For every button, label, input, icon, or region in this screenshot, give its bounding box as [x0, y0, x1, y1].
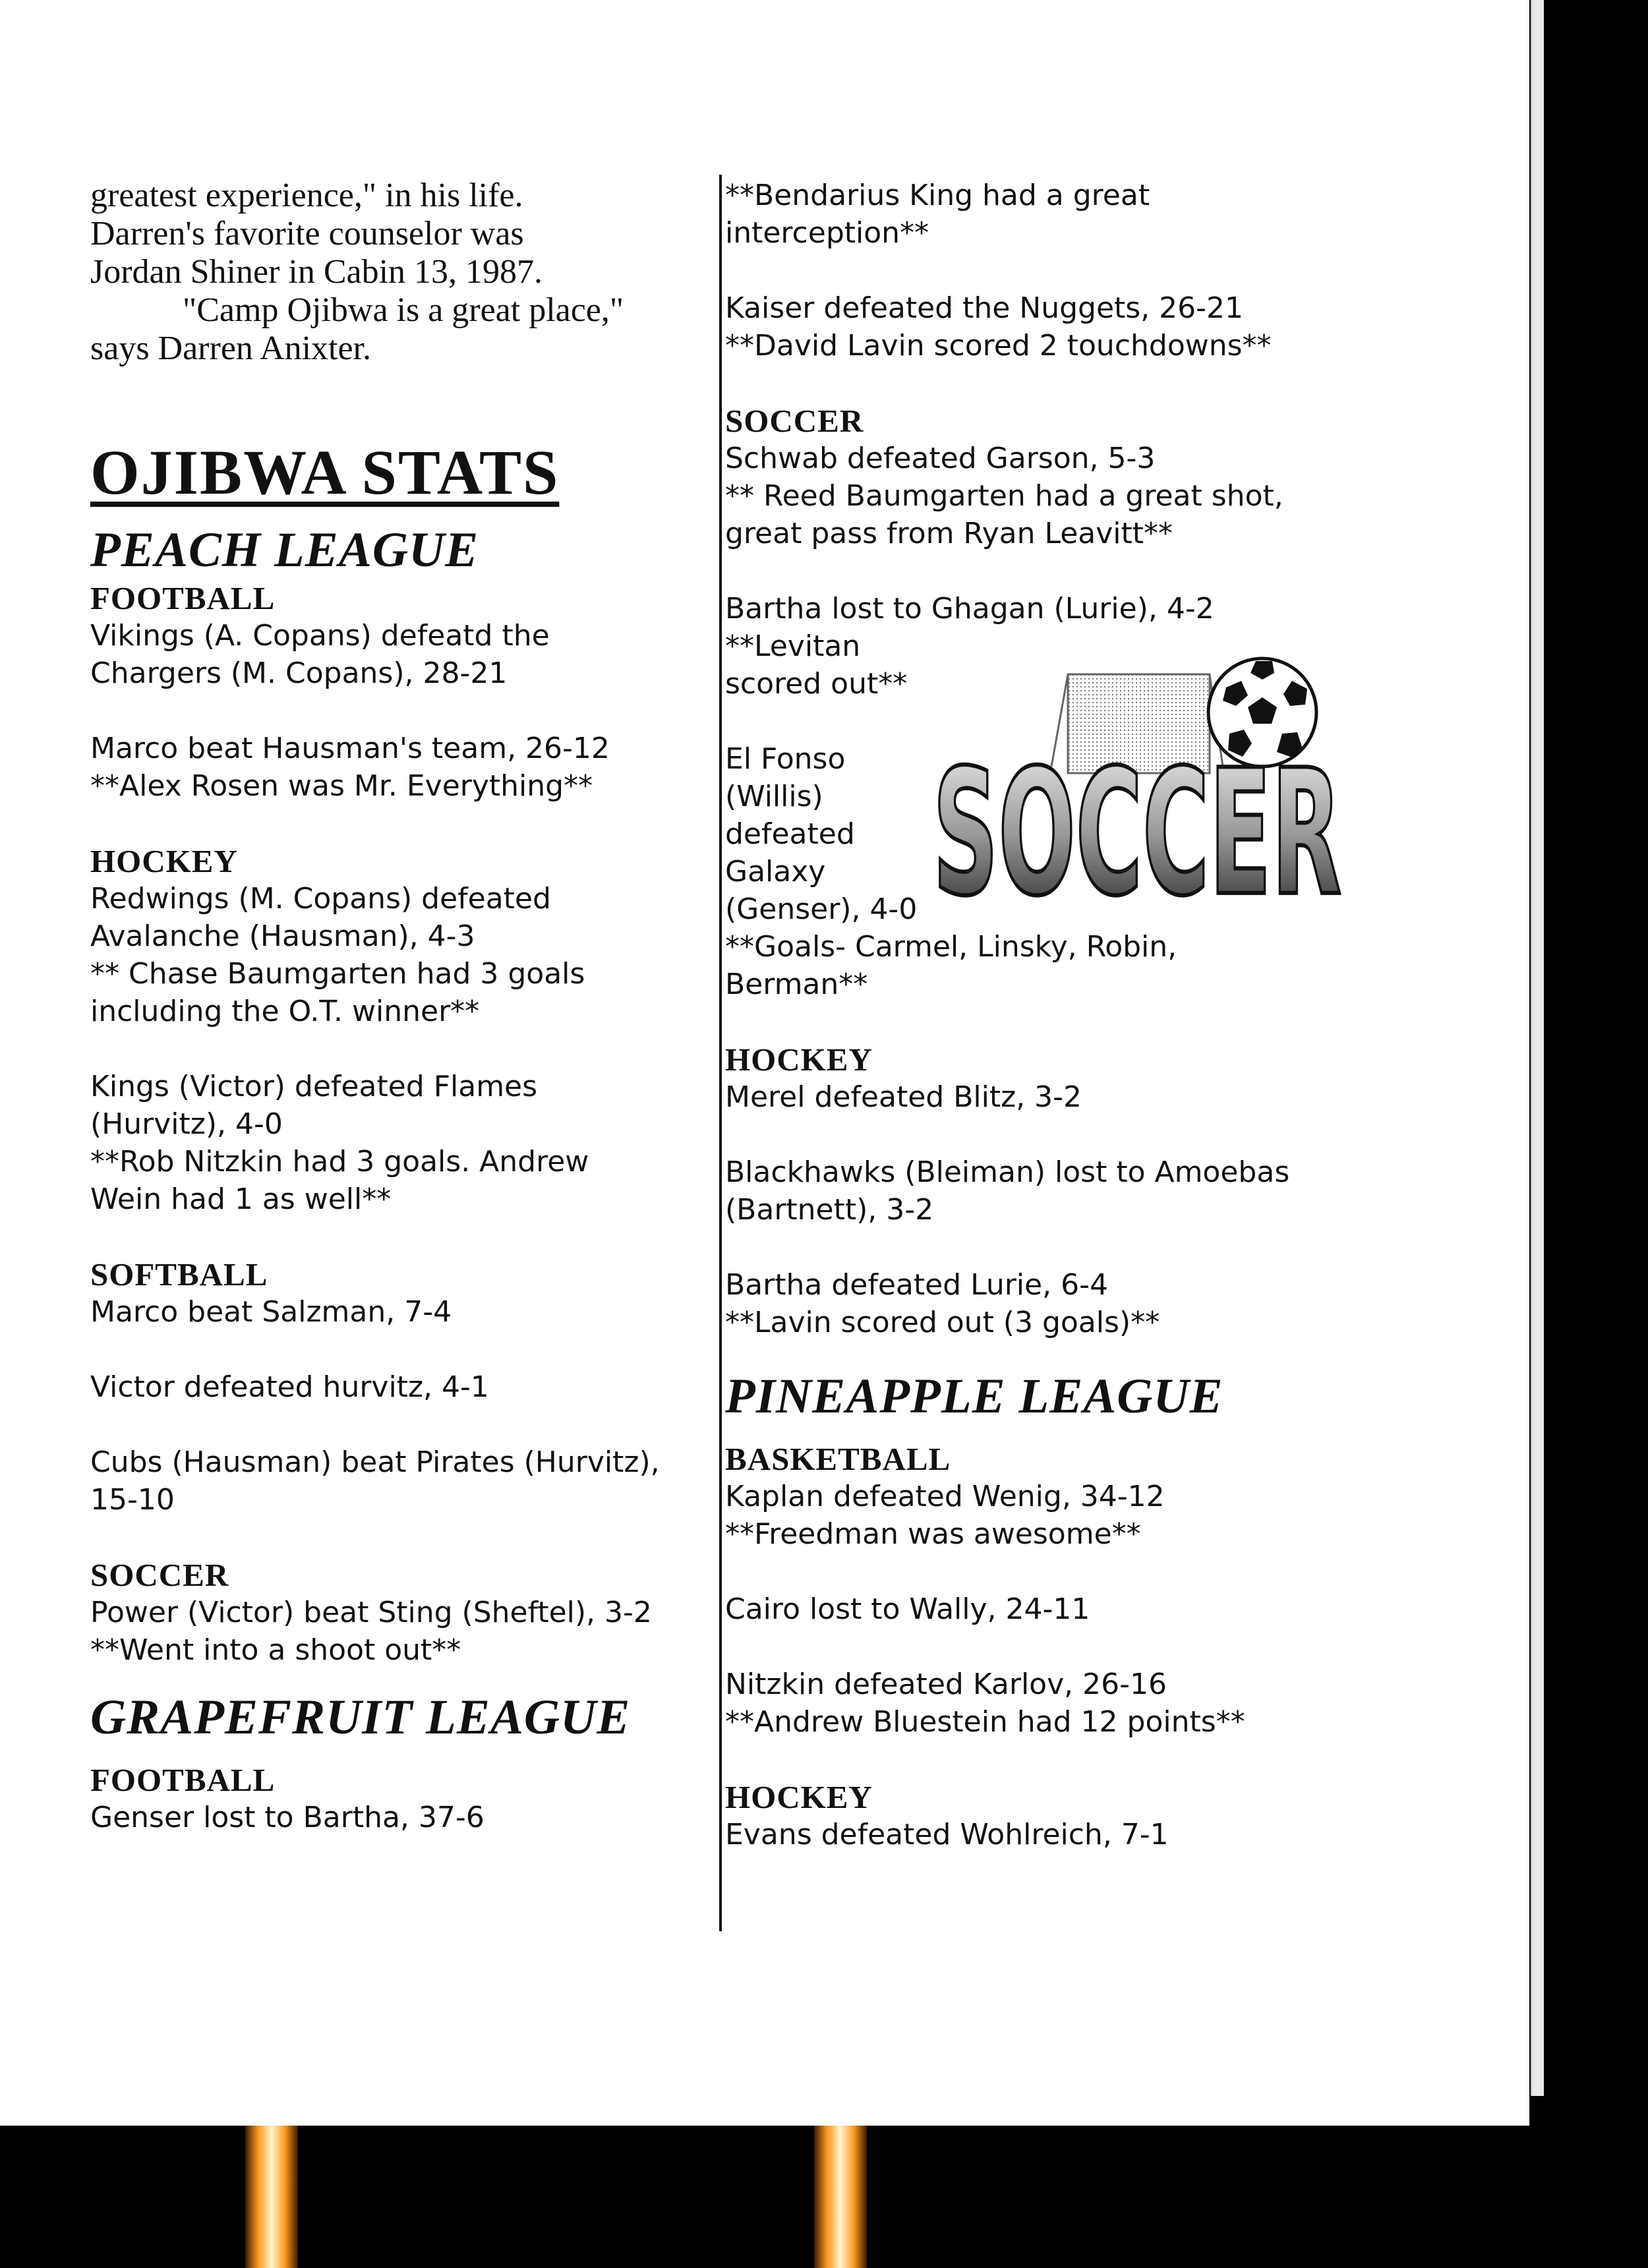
scan-light-glare	[814, 2126, 867, 2268]
intro-line: Darren's favorite counselor was	[90, 215, 524, 252]
sport-heading-soccer: SOCCER	[725, 403, 864, 439]
sport-heading-hockey: HOCKEY	[725, 1779, 873, 1815]
result-line: Avalanche (Hausman), 4-3	[90, 919, 475, 953]
result-line: (Genser), 4-0	[725, 892, 918, 926]
sport-heading-hockey: HOCKEY	[90, 843, 238, 879]
result-note: ** Chase Baumgarten had 3 goals	[90, 957, 585, 991]
intro-line: Jordan Shiner in Cabin 13, 1987.	[90, 253, 543, 291]
result-line: Marco beat Salzman, 7-4	[90, 1295, 452, 1329]
result-note: Wein had 1 as well**	[90, 1182, 392, 1216]
result-line: Schwab defeated Garson, 5-3	[725, 442, 1156, 475]
result-line: (Willis)	[725, 780, 823, 813]
result-line: Kings (Victor) defeated Flames	[90, 1070, 538, 1103]
soccer-graphic-svg	[933, 661, 1341, 935]
intro-line: greatest experience," in his life.	[90, 177, 523, 214]
result-line: Power (Victor) beat Sting (Sheftel), 3-2	[90, 1596, 652, 1629]
league-heading-peach: PEACH LEAGUE	[90, 523, 479, 577]
result-line: Redwings (M. Copans) defeated	[90, 882, 551, 916]
result-line: Cubs (Hausman) beat Pirates (Hurvitz),	[90, 1445, 660, 1479]
soccer-word-art	[933, 733, 1341, 934]
result-note: **Goals- Carmel, Linsky, Robin,	[725, 930, 1177, 964]
result-line: Bartha defeated Lurie, 6-4	[725, 1268, 1108, 1302]
result-line: (Hurvitz), 4-0	[90, 1107, 283, 1141]
result-line: Kaplan defeated Wenig, 34-12	[725, 1480, 1165, 1513]
result-note: scored out**	[725, 667, 908, 701]
result-note: **Lavin scored out (3 goals)**	[725, 1306, 1160, 1339]
result-line: Genser lost to Bartha, 37-6	[90, 1801, 485, 1834]
result-line: Kaiser defeated the Nuggets, 26-21	[725, 291, 1244, 325]
sport-heading-softball: SOFTBALL	[90, 1256, 268, 1293]
result-line: Vikings (A. Copans) defeatd the	[90, 619, 550, 653]
sport-heading-basketball: BASKETBALL	[725, 1441, 951, 1477]
result-line: El Fonso	[725, 742, 846, 776]
left-column	[90, 177, 697, 1836]
intro-line: says Darren Anixter.	[90, 330, 372, 367]
result-line: Cairo lost to Wally, 24-11	[725, 1592, 1090, 1626]
result-line: defeated	[725, 817, 855, 851]
page-edge	[1531, 0, 1544, 2096]
right-column	[725, 177, 1371, 1853]
result-note: **Freedman was awesome**	[725, 1517, 1141, 1551]
result-line: Galaxy	[725, 855, 826, 888]
intro-line: "Camp Ojibwa is a great place,"	[183, 291, 624, 329]
column-divider	[719, 175, 722, 1931]
sport-heading-soccer: SOCCER	[90, 1557, 229, 1593]
scan-light-glare	[245, 2126, 298, 2268]
page-title: OJIBWA STATS	[90, 437, 560, 508]
result-note: Berman**	[725, 968, 868, 1001]
soccer-word: SOCCER	[933, 733, 1341, 935]
result-line: Chargers (M. Copans), 28-21	[90, 656, 508, 690]
result-line: Evans defeated Wohlreich, 7-1	[725, 1818, 1169, 1851]
league-heading-grapefruit: GRAPEFRUIT LEAGUE	[90, 1690, 631, 1745]
sport-heading-football: FOOTBALL	[90, 580, 276, 616]
soccer-clipart	[933, 661, 1341, 935]
result-line: Bartha lost to Ghagan (Lurie), 4-2	[725, 592, 1214, 625]
intro-paragraph	[90, 177, 697, 368]
league-heading-pineapple: PINEAPPLE LEAGUE	[725, 1369, 1223, 1424]
sport-heading-hockey: HOCKEY	[725, 1041, 873, 1078]
result-note: **Bendarius King had a great	[725, 179, 1150, 212]
result-note: **Andrew Bluestein had 12 points**	[725, 1705, 1245, 1739]
result-line: Marco beat Hausman's team, 26-12	[90, 732, 610, 765]
result-note: **Went into a shoot out**	[90, 1633, 461, 1667]
result-note: **Alex Rosen was Mr. Everything**	[90, 769, 593, 803]
result-note: **Rob Nitzkin had 3 goals. Andrew	[90, 1145, 589, 1178]
result-line: Nitzkin defeated Karlov, 26-16	[725, 1668, 1167, 1701]
result-note: great pass from Ryan Leavitt**	[725, 517, 1173, 550]
result-line: 15-10	[90, 1483, 175, 1517]
result-line: (Bartnett), 3-2	[725, 1193, 934, 1227]
result-line: Merel defeated Blitz, 3-2	[725, 1080, 1082, 1114]
result-note: ** Reed Baumgarten had a great shot,	[725, 479, 1283, 513]
result-note: including the O.T. winner**	[90, 995, 480, 1028]
result-line: Victor defeated hurvitz, 4-1	[90, 1370, 489, 1404]
result-note: **David Lavin scored 2 touchdowns**	[725, 329, 1272, 363]
result-line: Blackhawks (Bleiman) lost to Amoebas	[725, 1155, 1290, 1189]
sport-heading-football: FOOTBALL	[90, 1762, 276, 1798]
result-note: interception**	[725, 216, 929, 250]
result-note: **Levitan	[725, 629, 861, 663]
